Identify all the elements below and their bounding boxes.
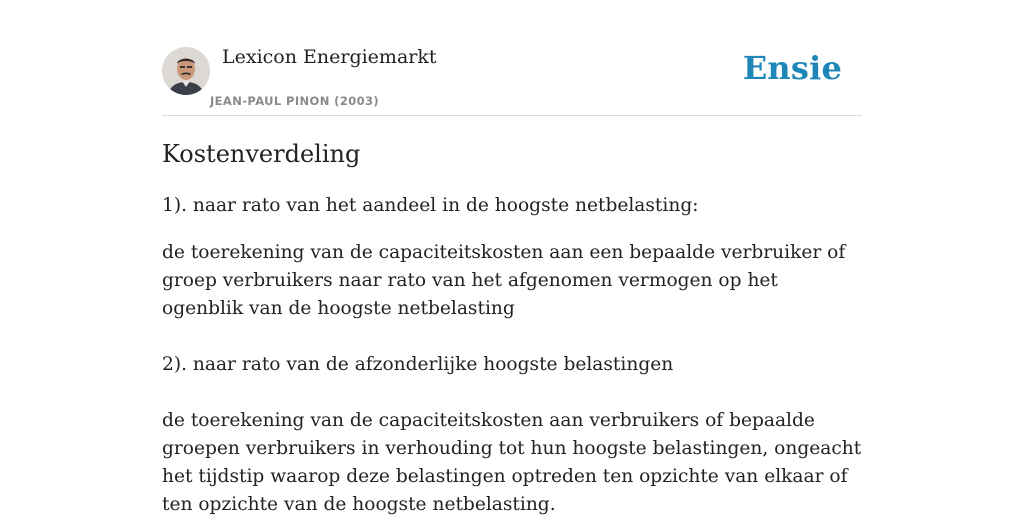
avatar bbox=[162, 47, 210, 95]
paragraph: 1). naar rato van het aandeel in de hoogste netbelasting: bbox=[162, 195, 699, 216]
article bbox=[162, 138, 862, 515]
page-title: Kostenverdeling bbox=[162, 140, 361, 168]
paragraph: de toerekening van de capaciteitskosten aan verbruikers of bepaalde groepen verbruikers in verhouding tot hun hoogste belastingen, ongeacht het tijdstip waarop deze belastingen optreden ten opzichte van elkaar of ten opzichte van de hoogste netbelasting. bbox=[162, 410, 862, 515]
ensie-logo[interactable]: Ensie bbox=[742, 49, 842, 87]
author-portrait-icon bbox=[162, 47, 210, 95]
paragraph: de toerekening van de capaciteitskosten aan een bepaalde verbruiker of groep verbruikers naar rato van het afgenomen vermogen op het ogenblik van de hoogste netbelasting bbox=[162, 242, 846, 319]
header bbox=[162, 44, 862, 116]
site-title[interactable]: Lexicon Energiemarkt bbox=[222, 46, 437, 68]
paragraph: 2). naar rato van de afzonderlijke hoogste belastingen bbox=[162, 354, 674, 375]
author-credit: JEAN-PAUL PINON (2003) bbox=[210, 94, 380, 108]
